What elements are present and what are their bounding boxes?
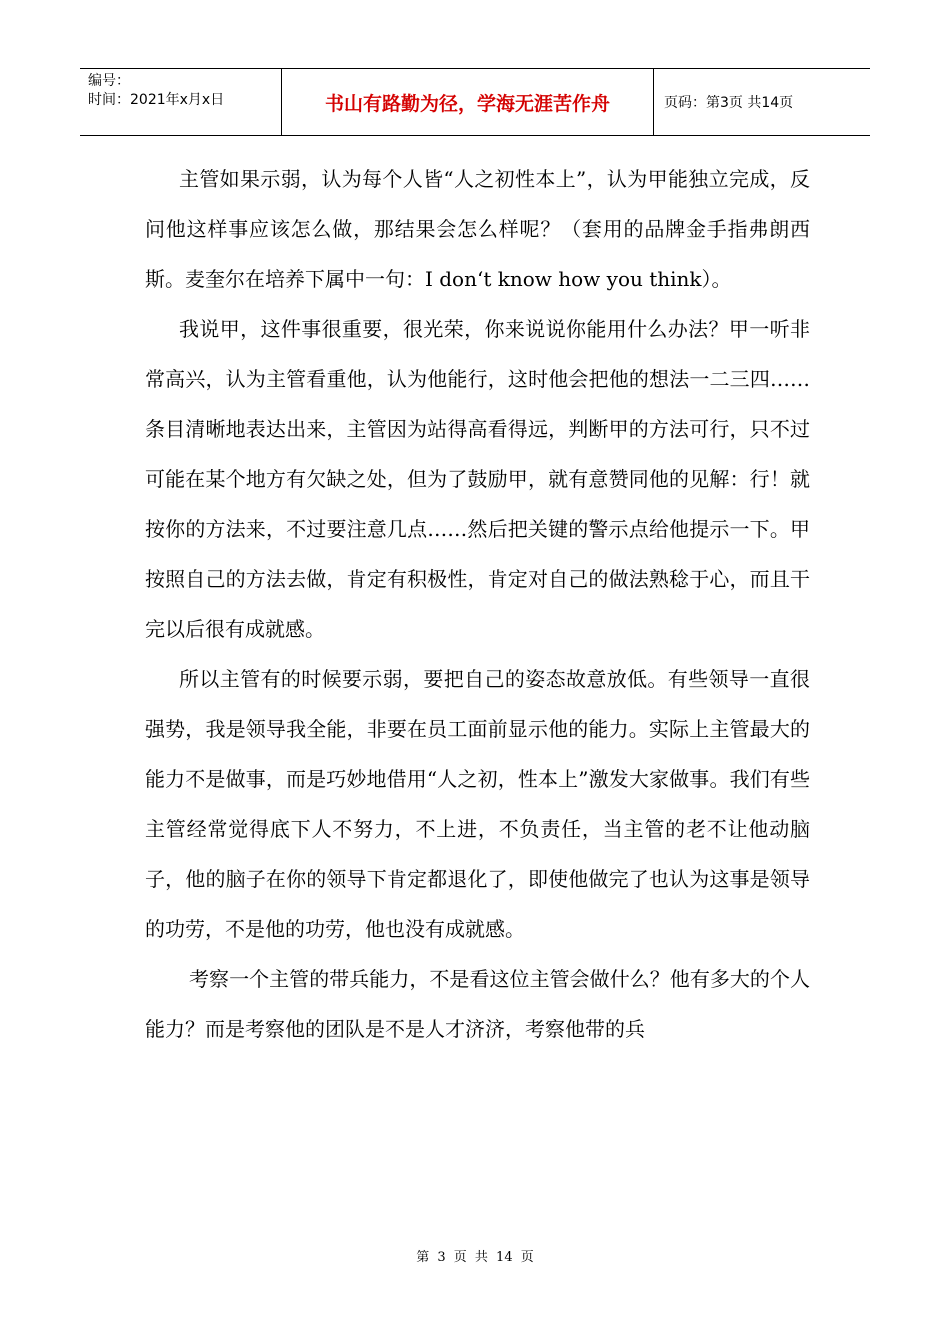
page-header — [80, 68, 870, 136]
header-page-info: 页码：第3页 共14页 — [664, 95, 794, 111]
date-label: 时间：2021年x月x日 — [88, 92, 225, 108]
serial-number-label: 编号： — [88, 73, 130, 89]
header-motto: 书山有路勤为径，学海无涯苦作舟 — [282, 69, 654, 135]
paragraph: 我说甲，这件事很重要，很光荣，你来说说你能用什么办法？甲一听非常高兴，认为主管看重他，认为他能行，这时他会把他的想法一二三四……条目清晰地表达出来，主管因为站得高看得远，判断甲的方法可行，只不过可能在某个地方有欠缺之处，但为了鼓励甲，就有意赞同他的见解：行！就按你的方法来，不过要注意几点……然后把关键的警示点给他提示一下。甲按照自己的方法去做，肯定有积极性，肯定对自己的做法熟稔于心，而且干完以后很有成就感。 — [145, 317, 810, 641]
paragraph: 考察一个主管的带兵能力，不是看这位主管会做什么？他有多大的个人能力？而是考察他的团队是不是人才济济，考察他带的兵 — [145, 967, 810, 1041]
paragraph: 主管如果示弱，认为每个人皆“人之初性本上”，认为甲能独立完成，反问他这样事应该怎么做，那结果会怎么样呢？（套用的品牌金手指弗朗西斯。麦奎尔在培养下属中一句：I don‘t know how you think）。 — [145, 167, 810, 291]
paragraph: 所以主管有的时候要示弱，要把自己的姿态故意放低。有些领导一直很强势，我是领导我全能，非要在员工面前显示他的能力。实际上主管最大的能力不是做事，而是巧妙地借用“人之初，性本上”激发大家做事。我们有些主管经常觉得底下人不努力，不上进，不负责任，当主管的老不让他动脑子，他的脑子在你的领导下肯定都退化了，即使他做完了也认为这事是领导的功劳，不是他的功劳，他也没有成就感。 — [145, 667, 810, 941]
document-body — [145, 154, 810, 1054]
page-footer: 第 3 页 共 14 页 — [416, 1250, 534, 1265]
header-meta — [80, 69, 282, 135]
